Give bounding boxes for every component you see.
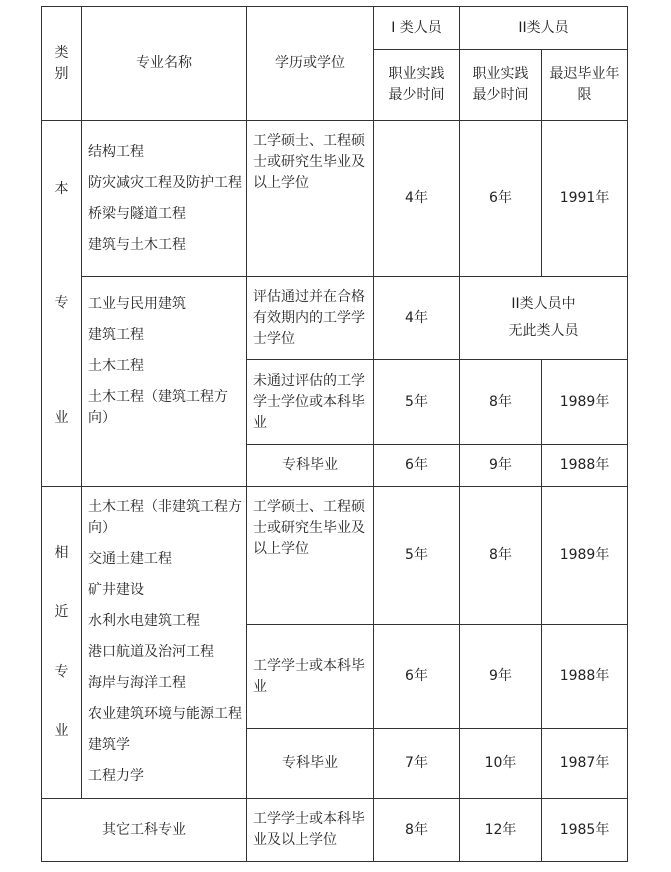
header-category: 类别: [42, 7, 82, 121]
section-char: 专: [54, 295, 69, 311]
list-item: 水利水电建筑工程: [88, 613, 200, 629]
latest-year-g3a: 1989年: [542, 487, 628, 625]
section-char: 业: [54, 409, 69, 426]
list-item: 建筑学: [88, 737, 130, 753]
class2-time-g1: 6年: [460, 121, 542, 277]
list-item: 防灾减灾工程及防护工程: [88, 174, 242, 191]
list-item: 矿井建设: [88, 582, 144, 598]
class1-time-g4: 8年: [374, 799, 460, 862]
list-item: 土木工程（非建筑工程方向）: [88, 499, 242, 536]
degree-g3c: 专科毕业: [247, 729, 374, 799]
degree-g3a: 工学硕士、工程硕士或研究生毕业及以上学位: [247, 487, 374, 625]
class2-time-g2b: 8年: [460, 360, 542, 445]
major-list-g3: [82, 487, 247, 799]
section-xiangjin-zhuanye: [42, 487, 82, 799]
other-engineering-majors: 其它工科专业: [42, 799, 247, 862]
class2-time-g3c: 10年: [460, 729, 542, 799]
class1-time-g3a: 5年: [374, 487, 460, 625]
class1-time-g3c: 7年: [374, 729, 460, 799]
header-degree: 学历或学位: [247, 7, 374, 121]
degree-g1: 工学硕士、工程硕士或研究生毕业及以上学位: [247, 121, 374, 277]
latest-year-g3c: 1987年: [542, 729, 628, 799]
class2-time-g4: 12年: [460, 799, 542, 862]
degree-g3b: 工学学士或本科毕业: [247, 625, 374, 729]
class1-time-g3b: 6年: [374, 625, 460, 729]
section-char: 业: [54, 723, 69, 740]
header-class2-latest: 最迟毕业年限: [542, 50, 628, 121]
list-item: 交通土建工程: [88, 551, 172, 567]
list-item: 农业建筑环境与能源工程: [88, 706, 242, 722]
major-list-g2: [82, 277, 247, 487]
section-ben-zhuanye: [42, 121, 82, 487]
header-class1: I 类人员: [374, 7, 460, 50]
header-class2: II类人员: [460, 7, 628, 50]
major-list-g1: [82, 121, 247, 277]
latest-year-g4: 1985年: [542, 799, 628, 862]
class1-time-g2a: 4年: [374, 277, 460, 360]
header-class2-min: 职业实践最少时间: [460, 50, 542, 121]
section-char: 近: [54, 604, 69, 621]
class1-time-g1: 4年: [374, 121, 460, 277]
latest-year-g2c: 1988年: [542, 445, 628, 487]
section-char: 本: [54, 180, 69, 197]
requirements-table: [41, 6, 628, 862]
list-item: 工程力学: [88, 768, 144, 784]
latest-year-g2b: 1989年: [542, 360, 628, 445]
class2-time-g3a: 8年: [460, 487, 542, 625]
list-item: 工业与民用建筑: [88, 296, 186, 312]
latest-year-g3b: 1988年: [542, 625, 628, 729]
latest-year-g1: 1991年: [542, 121, 628, 277]
list-item: 结构工程: [88, 143, 144, 160]
degree-g2b: 未通过评估的工学学士学位或本科毕业: [247, 360, 374, 445]
list-item: 土木工程（建筑工程方向）: [88, 389, 228, 426]
section-char: 专: [54, 663, 69, 680]
list-item: 海岸与海洋工程: [88, 675, 186, 691]
header-class1-min: 职业实践最少时间: [374, 50, 460, 121]
list-item: 建筑工程: [88, 327, 144, 343]
list-item: 桥梁与隧道工程: [88, 205, 186, 222]
class1-time-g2b: 5年: [374, 360, 460, 445]
list-item: 建筑与土木工程: [88, 236, 186, 253]
list-item: 土木工程: [88, 358, 144, 374]
header-major-name: 专业名称: [82, 7, 247, 121]
class2-none-g2a: II类人员中 无此类人员: [460, 277, 628, 360]
degree-g2c: 专科毕业: [247, 445, 374, 487]
section-char: 相: [54, 544, 69, 561]
class1-time-g2c: 6年: [374, 445, 460, 487]
class2-time-g3b: 9年: [460, 625, 542, 729]
degree-g4: 工学学士或本科毕业及以上学位: [247, 799, 374, 862]
class2-time-g2c: 9年: [460, 445, 542, 487]
list-item: 港口航道及治河工程: [88, 644, 214, 660]
degree-g2a: 评估通过并在合格有效期内的工学学士学位: [247, 277, 374, 360]
